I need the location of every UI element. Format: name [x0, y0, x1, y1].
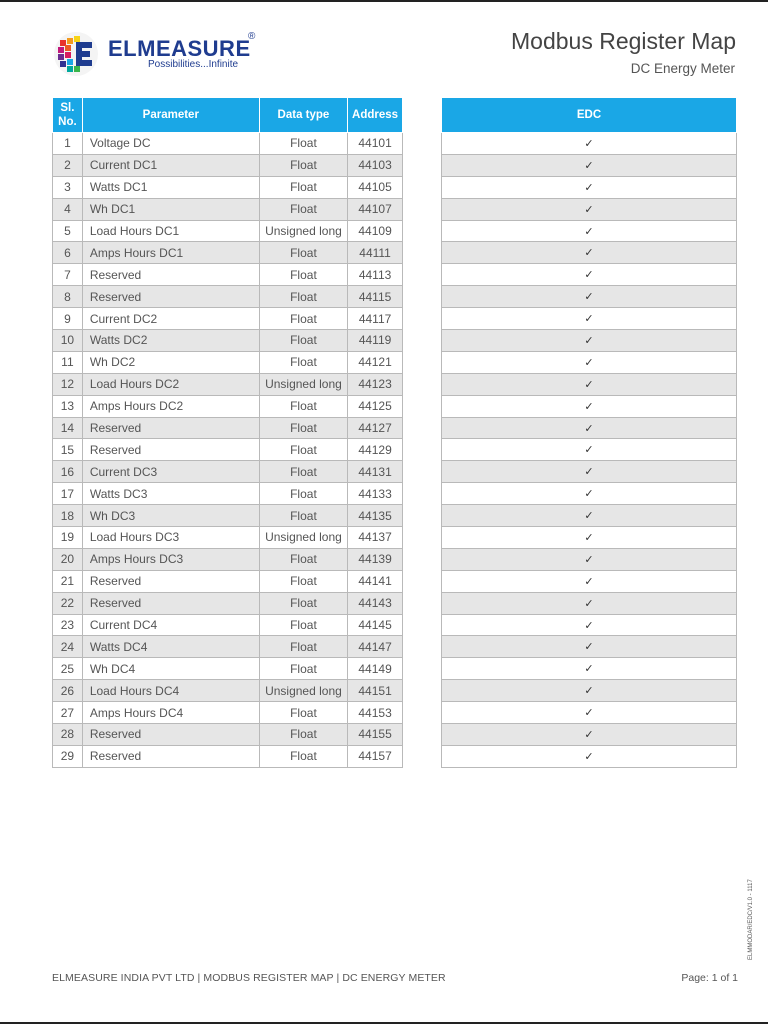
- registered-mark: ®: [248, 31, 256, 42]
- cell-parameter: Reserved: [82, 264, 259, 286]
- checkmark-icon: ✓: [442, 198, 737, 220]
- cell-data-type: Unsigned long: [259, 373, 347, 395]
- cell-sl-no: 25: [53, 658, 83, 680]
- col-sl-no: [53, 98, 83, 133]
- cell-data-type: Float: [259, 505, 347, 527]
- edc-row: [442, 461, 737, 483]
- edc-row: [442, 133, 737, 155]
- cell-address: 44135: [348, 505, 403, 527]
- edc-row: [442, 220, 737, 242]
- cell-parameter: Load Hours DC2: [82, 373, 259, 395]
- checkmark-icon: ✓: [442, 461, 737, 483]
- cell-address: 44117: [348, 308, 403, 330]
- table-row: [53, 198, 403, 220]
- cell-address: 44101: [348, 133, 403, 155]
- cell-parameter: Amps Hours DC3: [82, 548, 259, 570]
- cell-parameter: Current DC4: [82, 614, 259, 636]
- table-row: [53, 505, 403, 527]
- cell-sl-no: 16: [53, 461, 83, 483]
- cell-sl-no: 17: [53, 483, 83, 505]
- page-number: Page: 1 of 1: [681, 972, 738, 984]
- table-row: [53, 702, 403, 724]
- table-row: [53, 242, 403, 264]
- col-sl-line2: No.: [58, 116, 77, 128]
- cell-address: 44151: [348, 680, 403, 702]
- edc-row: [442, 373, 737, 395]
- cell-data-type: Float: [259, 176, 347, 198]
- cell-parameter: Wh DC4: [82, 658, 259, 680]
- cell-sl-no: 6: [53, 242, 83, 264]
- cell-sl-no: 15: [53, 439, 83, 461]
- cell-parameter: Reserved: [82, 570, 259, 592]
- checkmark-icon: ✓: [442, 154, 737, 176]
- edc-row: [442, 680, 737, 702]
- brand-logo: [52, 30, 262, 80]
- logo-mark-icon: [52, 30, 100, 78]
- cell-parameter: Current DC3: [82, 461, 259, 483]
- cell-address: 44147: [348, 636, 403, 658]
- cell-address: 44133: [348, 483, 403, 505]
- checkmark-icon: ✓: [442, 330, 737, 352]
- table-row: [53, 548, 403, 570]
- cell-parameter: Reserved: [82, 417, 259, 439]
- register-table-header: [53, 98, 403, 133]
- checkmark-icon: ✓: [442, 505, 737, 527]
- cell-data-type: Float: [259, 461, 347, 483]
- cell-sl-no: 5: [53, 220, 83, 242]
- footer-text: ELMEASURE INDIA PVT LTD | MODBUS REGISTER MAP | DC ENERGY METER: [52, 972, 446, 984]
- cell-address: 44143: [348, 592, 403, 614]
- cell-data-type: Float: [259, 745, 347, 767]
- cell-parameter: Load Hours DC1: [82, 220, 259, 242]
- cell-sl-no: 4: [53, 198, 83, 220]
- table-row: [53, 154, 403, 176]
- checkmark-icon: ✓: [442, 680, 737, 702]
- edc-row: [442, 636, 737, 658]
- checkmark-icon: ✓: [442, 724, 737, 746]
- checkmark-icon: ✓: [442, 702, 737, 724]
- edc-row: [442, 351, 737, 373]
- cell-sl-no: 8: [53, 286, 83, 308]
- cell-sl-no: 14: [53, 417, 83, 439]
- cell-parameter: Watts DC1: [82, 176, 259, 198]
- cell-sl-no: 3: [53, 176, 83, 198]
- cell-sl-no: 28: [53, 724, 83, 746]
- cell-address: 44137: [348, 527, 403, 549]
- edc-row: [442, 176, 737, 198]
- cell-parameter: Watts DC2: [82, 330, 259, 352]
- edc-row: [442, 483, 737, 505]
- checkmark-icon: ✓: [442, 351, 737, 373]
- edc-row: [442, 264, 737, 286]
- cell-parameter: Amps Hours DC4: [82, 702, 259, 724]
- col-parameter: Parameter: [82, 98, 259, 133]
- cell-parameter: Reserved: [82, 286, 259, 308]
- cell-sl-no: 26: [53, 680, 83, 702]
- cell-sl-no: 13: [53, 395, 83, 417]
- table-row: [53, 351, 403, 373]
- table-row: [53, 680, 403, 702]
- cell-data-type: Float: [259, 308, 347, 330]
- cell-address: 44129: [348, 439, 403, 461]
- document-code: ELMMODAR/EDC/V1.0 - 1117: [748, 879, 754, 960]
- cell-sl-no: 29: [53, 745, 83, 767]
- brand-name: ELMEASURE: [108, 36, 251, 61]
- edc-row: [442, 745, 737, 767]
- cell-data-type: Unsigned long: [259, 680, 347, 702]
- cell-address: 44119: [348, 330, 403, 352]
- cell-sl-no: 11: [53, 351, 83, 373]
- checkmark-icon: ✓: [442, 373, 737, 395]
- checkmark-icon: ✓: [442, 527, 737, 549]
- table-row: [53, 527, 403, 549]
- cell-sl-no: 7: [53, 264, 83, 286]
- table-row: [53, 220, 403, 242]
- edc-row: [442, 592, 737, 614]
- cell-data-type: Unsigned long: [259, 220, 347, 242]
- col-sl-line1: Sl.: [60, 102, 75, 114]
- cell-data-type: Float: [259, 351, 347, 373]
- edc-row: [442, 286, 737, 308]
- checkmark-icon: ✓: [442, 570, 737, 592]
- cell-address: 44109: [348, 220, 403, 242]
- cell-address: 44113: [348, 264, 403, 286]
- cell-address: 44121: [348, 351, 403, 373]
- col-data-type: Data type: [259, 98, 347, 133]
- checkmark-icon: ✓: [442, 417, 737, 439]
- cell-data-type: Float: [259, 724, 347, 746]
- cell-sl-no: 18: [53, 505, 83, 527]
- cell-parameter: Current DC1: [82, 154, 259, 176]
- edc-row: [442, 614, 737, 636]
- cell-data-type: Unsigned long: [259, 527, 347, 549]
- edc-row: [442, 439, 737, 461]
- cell-sl-no: 20: [53, 548, 83, 570]
- checkmark-icon: ✓: [442, 745, 737, 767]
- cell-sl-no: 9: [53, 308, 83, 330]
- table-row: [53, 483, 403, 505]
- checkmark-icon: ✓: [442, 658, 737, 680]
- cell-address: 44111: [348, 242, 403, 264]
- cell-sl-no: 23: [53, 614, 83, 636]
- edc-row: [442, 570, 737, 592]
- table-row: [53, 461, 403, 483]
- cell-address: 44149: [348, 658, 403, 680]
- cell-data-type: Float: [259, 154, 347, 176]
- top-rule: [0, 0, 768, 2]
- cell-data-type: Float: [259, 264, 347, 286]
- cell-sl-no: 21: [53, 570, 83, 592]
- table-row: [53, 133, 403, 155]
- cell-address: 44141: [348, 570, 403, 592]
- edc-row: [442, 395, 737, 417]
- table-row: [53, 439, 403, 461]
- checkmark-icon: ✓: [442, 242, 737, 264]
- cell-address: 44123: [348, 373, 403, 395]
- checkmark-icon: ✓: [442, 395, 737, 417]
- cell-data-type: Float: [259, 614, 347, 636]
- cell-address: 44145: [348, 614, 403, 636]
- checkmark-icon: ✓: [442, 439, 737, 461]
- cell-address: 44155: [348, 724, 403, 746]
- checkmark-icon: ✓: [442, 220, 737, 242]
- cell-sl-no: 22: [53, 592, 83, 614]
- cell-parameter: Watts DC4: [82, 636, 259, 658]
- checkmark-icon: ✓: [442, 636, 737, 658]
- cell-address: 44157: [348, 745, 403, 767]
- cell-address: 44127: [348, 417, 403, 439]
- table-row: [53, 724, 403, 746]
- table-row: [53, 176, 403, 198]
- cell-parameter: Amps Hours DC1: [82, 242, 259, 264]
- table-row: [53, 373, 403, 395]
- cell-data-type: Float: [259, 439, 347, 461]
- brand-tagline: Possibilities...Infinite: [148, 59, 239, 70]
- col-address: Address: [348, 98, 403, 133]
- checkmark-icon: ✓: [442, 614, 737, 636]
- edc-row: [442, 417, 737, 439]
- edc-row: [442, 154, 737, 176]
- cell-address: 44107: [348, 198, 403, 220]
- cell-parameter: Reserved: [82, 724, 259, 746]
- cell-data-type: Float: [259, 592, 347, 614]
- checkmark-icon: ✓: [442, 264, 737, 286]
- edc-row: [442, 548, 737, 570]
- cell-address: 44125: [348, 395, 403, 417]
- table-row: [53, 395, 403, 417]
- cell-data-type: Float: [259, 286, 347, 308]
- cell-parameter: Amps Hours DC2: [82, 395, 259, 417]
- cell-address: 44105: [348, 176, 403, 198]
- checkmark-icon: ✓: [442, 592, 737, 614]
- table-row: [53, 614, 403, 636]
- cell-parameter: Wh DC2: [82, 351, 259, 373]
- edc-row: [442, 527, 737, 549]
- cell-data-type: Float: [259, 483, 347, 505]
- cell-parameter: Load Hours DC4: [82, 680, 259, 702]
- cell-data-type: Float: [259, 242, 347, 264]
- table-row: [53, 636, 403, 658]
- cell-sl-no: 2: [53, 154, 83, 176]
- document-title: Modbus Register Map: [511, 28, 736, 54]
- table-row: [53, 308, 403, 330]
- cell-parameter: Watts DC3: [82, 483, 259, 505]
- edc-row: [442, 242, 737, 264]
- cell-data-type: Float: [259, 658, 347, 680]
- cell-parameter: Voltage DC: [82, 133, 259, 155]
- edc-row: [442, 330, 737, 352]
- cell-address: 44131: [348, 461, 403, 483]
- document-subtitle: DC Energy Meter: [630, 61, 735, 76]
- edc-row: [442, 702, 737, 724]
- table-row: [53, 592, 403, 614]
- checkmark-icon: ✓: [442, 483, 737, 505]
- cell-data-type: Float: [259, 417, 347, 439]
- table-row: [53, 745, 403, 767]
- table-row: [53, 417, 403, 439]
- table-row: [53, 570, 403, 592]
- cell-parameter: Current DC2: [82, 308, 259, 330]
- edc-row: [442, 724, 737, 746]
- cell-address: 44115: [348, 286, 403, 308]
- cell-data-type: Float: [259, 570, 347, 592]
- cell-address: 44153: [348, 702, 403, 724]
- cell-address: 44103: [348, 154, 403, 176]
- cell-parameter: Reserved: [82, 745, 259, 767]
- register-table: [52, 97, 403, 768]
- checkmark-icon: ✓: [442, 548, 737, 570]
- cell-sl-no: 27: [53, 702, 83, 724]
- cell-parameter: Load Hours DC3: [82, 527, 259, 549]
- checkmark-icon: ✓: [442, 308, 737, 330]
- cell-data-type: Float: [259, 636, 347, 658]
- checkmark-icon: ✓: [442, 133, 737, 155]
- cell-data-type: Float: [259, 133, 347, 155]
- cell-data-type: Float: [259, 330, 347, 352]
- edc-row: [442, 658, 737, 680]
- edc-table-header: [442, 98, 737, 133]
- cell-sl-no: 24: [53, 636, 83, 658]
- table-row: [53, 286, 403, 308]
- cell-parameter: Reserved: [82, 592, 259, 614]
- edc-row: [442, 308, 737, 330]
- edc-row: [442, 198, 737, 220]
- cell-data-type: Float: [259, 198, 347, 220]
- checkmark-icon: ✓: [442, 286, 737, 308]
- cell-data-type: Float: [259, 548, 347, 570]
- cell-sl-no: 1: [53, 133, 83, 155]
- cell-address: 44139: [348, 548, 403, 570]
- cell-sl-no: 10: [53, 330, 83, 352]
- table-row: [53, 264, 403, 286]
- cell-sl-no: 12: [53, 373, 83, 395]
- cell-sl-no: 19: [53, 527, 83, 549]
- cell-parameter: Reserved: [82, 439, 259, 461]
- cell-parameter: Wh DC3: [82, 505, 259, 527]
- edc-table: [441, 97, 737, 768]
- cell-data-type: Float: [259, 702, 347, 724]
- table-row: [53, 658, 403, 680]
- edc-row: [442, 505, 737, 527]
- col-edc: EDC: [442, 98, 737, 133]
- cell-data-type: Float: [259, 395, 347, 417]
- table-row: [53, 330, 403, 352]
- checkmark-icon: ✓: [442, 176, 737, 198]
- cell-parameter: Wh DC1: [82, 198, 259, 220]
